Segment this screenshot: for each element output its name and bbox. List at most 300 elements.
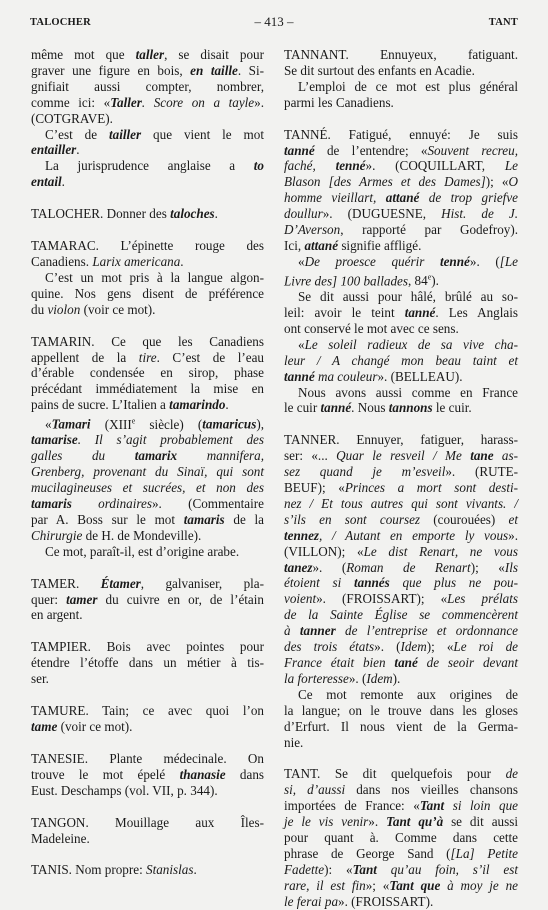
text-run: tamer	[66, 591, 98, 607]
text-run: Tant que	[389, 877, 441, 893]
text-run: d’Erfurt. Il nous vient de la Germa-	[284, 718, 518, 734]
text-line	[284, 448, 518, 464]
text-run: ),	[256, 416, 264, 432]
text-line	[31, 655, 264, 671]
text-run: Fadette	[284, 861, 325, 877]
text-run: . Nom propre:	[68, 862, 147, 878]
text-line	[31, 63, 264, 79]
text-run: en taille	[190, 62, 238, 78]
text-run: quine. Nos gens disent de préférence	[31, 285, 264, 301]
text-run: mannifera,	[177, 448, 264, 464]
text-run: tané	[394, 655, 418, 670]
text-run: Le dist Renart, ne vous	[363, 543, 518, 559]
text-line	[284, 512, 518, 528]
text-run: galles du	[31, 448, 135, 464]
text-run: «	[298, 336, 305, 352]
text-line	[284, 878, 518, 894]
text-line	[31, 496, 264, 512]
text-run: . Ce que les Canadiens	[91, 333, 264, 349]
text-run: Livre des] 100 ballades	[284, 273, 408, 289]
text-line	[31, 751, 264, 767]
text-run: Étamer	[100, 575, 141, 591]
text-line	[31, 350, 264, 366]
text-run: de seoir devant	[417, 655, 518, 670]
text-run: se dit aussi	[443, 814, 518, 830]
text-run: , 84e).	[407, 272, 439, 289]
text-run: ).	[392, 670, 401, 686]
text-line	[31, 206, 264, 222]
text-run: tanez	[284, 559, 313, 575]
text-run: (COTGRAVE).	[31, 110, 113, 126]
text-line	[284, 575, 518, 591]
text-run: Canadiens.	[31, 253, 93, 269]
text-line	[31, 607, 264, 623]
text-run: dans	[225, 766, 265, 782]
text-line	[31, 334, 264, 350]
text-run: tamaricus	[202, 416, 257, 432]
text-run: tenné	[439, 253, 470, 269]
text-run: Hist. de J.	[441, 206, 518, 222]
text-line	[284, 814, 518, 830]
text-run: as-	[493, 448, 518, 464]
text-run: Se dit surtout des enfants en Acadie.	[284, 62, 475, 78]
text-run: Les prélats	[447, 591, 518, 607]
text-run: Madeleine.	[31, 830, 90, 846]
text-run: «	[298, 253, 305, 269]
text-run: signifie affligé.	[338, 237, 422, 253]
text-run: tailler	[109, 126, 142, 142]
text-run: De proesce quérir	[304, 253, 440, 269]
text-run: Se dit aussi pour hâlé, brûlé au so-	[298, 289, 518, 305]
text-run: de	[505, 766, 518, 782]
dictionary-entry	[31, 576, 264, 624]
dictionary-entry	[284, 766, 518, 909]
text-run: voient	[284, 591, 317, 607]
text-line	[31, 79, 264, 95]
text-line	[31, 639, 264, 655]
text-run: ): «	[324, 861, 353, 877]
text-run: tannés	[353, 575, 390, 591]
text-run: .	[75, 575, 101, 591]
text-run: doullur	[284, 206, 323, 222]
text-run: en argent.	[31, 607, 83, 623]
text-run: et	[508, 511, 519, 527]
text-run: ». (	[469, 253, 500, 269]
headword: TANNER	[284, 432, 337, 448]
text-run: rare, il est fin	[284, 877, 366, 893]
text-run: ser: «...	[284, 448, 337, 464]
text-line	[31, 831, 264, 847]
text-run: . Il s’agit probablement des	[77, 432, 264, 448]
text-run: gnifiait aussi compter, nombrer,	[31, 78, 264, 94]
text-run: sez quand je m’esveil	[284, 464, 446, 480]
text-run: O	[508, 174, 518, 190]
text-run: . Les Anglais	[435, 304, 518, 320]
dictionary-entry	[31, 639, 264, 687]
text-run: [Le	[499, 253, 518, 269]
text-line	[284, 528, 518, 544]
running-header	[0, 0, 548, 34]
text-run: tanner	[299, 623, 336, 639]
text-run: (voir ce mot).	[80, 301, 156, 317]
text-run: pains de sucre. L’Italien a	[31, 397, 170, 413]
text-run: par A. Boss sur le mot	[31, 511, 184, 527]
text-run: ); «	[470, 559, 505, 575]
text-run: «	[45, 416, 52, 432]
text-run: tamaris	[183, 511, 225, 527]
text-run: .	[193, 862, 197, 878]
text-line	[284, 480, 518, 496]
text-run: . Donner des	[100, 206, 171, 222]
text-run: du cuivre en or, de l’étain	[97, 591, 264, 607]
text-run: que plus ne pou-	[389, 575, 519, 591]
text-run: phrase de George Sand (	[284, 845, 451, 861]
entry-gap	[31, 190, 264, 206]
text-run: Chirurgie	[31, 527, 83, 543]
text-line	[284, 464, 518, 480]
text-line	[31, 480, 264, 496]
text-run: . Nous	[351, 400, 389, 416]
text-line	[284, 655, 518, 671]
text-run: Tant qu’à	[386, 814, 444, 830]
text-line	[284, 639, 518, 655]
text-line	[284, 607, 518, 623]
text-run: Ici,	[284, 237, 305, 253]
text-line	[31, 365, 264, 381]
headword: TAMURE	[31, 703, 86, 719]
text-line	[284, 560, 518, 576]
text-run: le cuir.	[432, 400, 472, 416]
text-run: Stanislas	[146, 862, 194, 878]
text-line	[31, 270, 264, 286]
text-run: ». (DUGUESNE,	[322, 206, 442, 222]
entry-gap	[31, 735, 264, 751]
text-line	[31, 142, 264, 158]
headword: TANESIE	[31, 750, 85, 766]
text-run: L’emploi de ce mot est plus général	[298, 78, 518, 94]
text-run: violon	[47, 301, 81, 317]
text-run: entail	[31, 174, 62, 190]
text-run: tanné	[284, 142, 315, 158]
text-run: Blason [des Armes et des Dames]	[284, 174, 486, 190]
text-line	[31, 238, 264, 254]
text-run: Souvent recreu,	[427, 142, 518, 158]
text-run: du	[31, 301, 48, 317]
text-run: ». (FROISSART).	[338, 893, 434, 909]
text-line	[31, 174, 264, 190]
text-run: de l’entendre; «	[314, 142, 428, 158]
text-run: .	[76, 142, 80, 158]
text-run: attané	[304, 237, 339, 253]
text-run: Roman de Renart	[346, 559, 471, 575]
dictionary-entry	[284, 127, 518, 417]
dictionary-entry	[31, 862, 264, 878]
text-line	[284, 238, 518, 254]
entry-gap	[31, 687, 264, 703]
text-run: »; «	[365, 877, 390, 893]
text-run: . Plante médecinale. On	[84, 750, 264, 766]
text-run: . Se dit quelquefois pour	[317, 766, 506, 782]
text-line	[284, 735, 518, 751]
entry-gap	[284, 750, 518, 766]
text-line	[284, 353, 518, 369]
text-run: Le	[504, 158, 518, 174]
text-line	[284, 289, 518, 305]
text-run: ».	[368, 814, 387, 830]
text-run: ».	[508, 527, 518, 543]
headword: TANT	[284, 766, 318, 782]
text-run: Taller	[110, 94, 142, 110]
text-run: la langue; on le trouve dans les gloses	[284, 702, 518, 718]
text-run: étendre l’étoffe dans un métier à tis-	[31, 655, 264, 671]
text-line	[31, 286, 264, 302]
text-line	[284, 174, 518, 190]
headword: TALOCHER	[31, 206, 101, 222]
headword: TAMER	[31, 575, 76, 591]
text-run: nez / Et tous autres qui sont vivants. /	[284, 495, 518, 511]
text-line	[284, 127, 518, 143]
text-line	[31, 544, 264, 560]
text-line	[31, 464, 264, 480]
entry-gap	[31, 799, 264, 815]
text-run: s’ils en sont coursez	[284, 511, 421, 527]
text-run: de la Sainte Église se commencèrent	[284, 607, 518, 623]
text-run: Idem	[400, 639, 427, 655]
text-line	[284, 830, 518, 846]
text-run: ». (	[374, 639, 401, 655]
text-run: ».	[254, 94, 264, 110]
dictionary-entry	[31, 47, 264, 190]
text-run: la forteresse	[284, 670, 349, 686]
text-line	[284, 782, 518, 798]
text-line	[31, 158, 264, 174]
text-line	[31, 592, 264, 608]
text-run: . Fatigué, ennuyé: Je suis	[327, 126, 518, 142]
text-line	[284, 862, 518, 878]
text-line	[284, 222, 518, 238]
text-run: Tant	[419, 798, 445, 814]
text-run: tamarix	[134, 448, 178, 464]
headword: TANNÉ	[284, 126, 328, 142]
text-line	[31, 512, 264, 528]
text-run: ser.	[31, 671, 49, 687]
text-line	[284, 47, 518, 63]
text-run: homme vieillart,	[284, 190, 386, 206]
text-run: pour quant à. Comme dans cette	[284, 830, 518, 846]
text-run: quer:	[31, 591, 67, 607]
text-line	[284, 703, 518, 719]
text-line	[284, 385, 518, 401]
right-column	[284, 47, 518, 910]
text-line	[31, 111, 264, 127]
text-run: trouve le mot épelé	[31, 766, 180, 782]
text-line	[284, 337, 518, 353]
text-line	[31, 432, 264, 448]
text-run: d’érable condensée en sirop, phase	[31, 365, 264, 381]
text-run: France était bien	[284, 655, 395, 670]
text-run: , galvaniser, pla-	[140, 575, 265, 591]
text-line	[284, 305, 518, 321]
text-run: taloches	[170, 206, 215, 222]
text-line	[31, 95, 264, 111]
headword: TAMARIN	[31, 333, 92, 349]
text-line	[284, 846, 518, 862]
text-run: Tant	[352, 861, 377, 877]
text-run: . L’épinette rouge des	[95, 238, 264, 254]
text-line	[284, 143, 518, 159]
text-line	[31, 815, 264, 831]
text-run: tamarise	[31, 432, 78, 448]
text-line	[284, 254, 518, 270]
text-run: ». (RUTE-	[445, 464, 519, 480]
text-run: des trois états	[284, 639, 375, 655]
headword: TANIS	[31, 862, 69, 878]
text-run: ». (	[312, 559, 347, 575]
text-line	[284, 496, 518, 512]
text-run: de la	[224, 511, 264, 527]
text-run: importées de France: «	[284, 798, 420, 814]
text-run: tanné	[284, 368, 315, 384]
entry-gap	[31, 560, 264, 576]
text-run: je le vis venir	[284, 814, 369, 830]
text-run: tire	[138, 349, 157, 365]
text-run: le ferai pa	[284, 893, 339, 909]
text-run: La jurisprudence anglaise a	[45, 158, 254, 174]
text-run: Larix americana	[92, 253, 181, 269]
text-line	[284, 671, 518, 687]
dictionary-entry	[31, 206, 264, 222]
text-line	[31, 719, 264, 735]
text-run: étoient si	[284, 575, 354, 591]
text-line	[284, 591, 518, 607]
dictionary-entry	[31, 751, 264, 799]
text-line	[284, 158, 518, 174]
text-line	[31, 397, 264, 413]
text-run: tamaris	[31, 496, 72, 512]
headword: TANNANT	[284, 47, 346, 62]
text-run: que vient le mot	[141, 126, 264, 142]
text-run: même mot que	[31, 47, 136, 62]
text-line	[284, 369, 518, 385]
text-line	[31, 302, 264, 318]
text-line	[284, 270, 518, 289]
text-run: BEUF); «	[284, 480, 345, 496]
text-line	[284, 719, 518, 735]
text-run: tennez	[284, 527, 320, 543]
text-run: D’Averson	[284, 222, 341, 238]
text-run: tanné	[404, 304, 436, 320]
text-run: dans nos vieilles chansons	[345, 782, 518, 798]
text-run: Le roi de	[453, 639, 518, 655]
text-run: ». (FROISSART); «	[316, 591, 448, 607]
text-line	[31, 783, 264, 799]
text-run: tanné	[320, 400, 352, 416]
text-run: leur / A changé mon beau taint et	[284, 352, 518, 368]
entry-gap	[31, 846, 264, 862]
text-run: ); «	[426, 639, 454, 655]
text-run: si loin que	[444, 798, 518, 814]
text-line	[31, 671, 264, 687]
text-run: . Bois avec pointes pour	[87, 639, 264, 655]
text-run: . C’est de l’eau	[156, 349, 264, 365]
text-run: , rapporté par Godefroy).	[340, 222, 518, 238]
text-run: Ce mot remonte aux origines de	[298, 686, 518, 702]
text-run: appellent de la	[31, 349, 139, 365]
text-run: tamarindo	[169, 397, 226, 413]
text-line	[31, 767, 264, 783]
text-run: ». (BELLEAU).	[377, 368, 463, 384]
text-run: Ce mot, paraît-il, est d’origine arabe.	[45, 543, 240, 559]
text-run: Quar le resveil / Me	[336, 448, 471, 464]
text-run: comme ici: «	[31, 94, 111, 110]
text-run: [La] Petite	[450, 845, 518, 861]
text-line	[284, 432, 518, 448]
dictionary-entry	[31, 815, 264, 847]
text-line	[31, 862, 264, 878]
text-run: tame	[31, 719, 58, 734]
text-run: ); «	[485, 174, 509, 190]
text-line	[31, 448, 264, 464]
text-run: de trop griefve	[419, 190, 518, 206]
text-line	[31, 381, 264, 397]
text-run: , / Autant en emporte ly vous	[319, 527, 509, 543]
dictionary-entry	[31, 238, 264, 318]
text-run: Idem	[366, 670, 393, 686]
text-run: précédant immédiatement la mise en	[31, 381, 264, 397]
text-run: tannons	[388, 400, 433, 416]
header-right-guideword: TANT	[488, 17, 518, 28]
text-run: graver une figure en bois,	[31, 62, 191, 78]
text-run: .	[61, 174, 65, 190]
text-line	[284, 95, 518, 111]
text-run: si, d’aussi	[284, 782, 346, 798]
text-line	[284, 687, 518, 703]
entry-gap	[284, 416, 518, 432]
text-run: . Ennuyer, fatiguer, harass-	[336, 432, 518, 448]
headword: TANGON	[31, 814, 86, 830]
text-run: Eust. Deschamps (vol. VII, p. 344).	[31, 782, 218, 798]
text-run: à	[284, 623, 300, 639]
text-line	[284, 766, 518, 782]
text-run: parmi les Canadiens.	[284, 94, 394, 110]
text-run: Grenberg, provenant du Sinaï, qui sont	[31, 464, 264, 480]
text-run: Le soleil radieux de sa vive cha-	[304, 336, 518, 352]
text-line	[31, 254, 264, 270]
headword: TAMARAC	[31, 238, 96, 254]
text-run: .	[180, 253, 184, 269]
text-run: . Mouillage aux Îles-	[85, 814, 264, 830]
text-line	[31, 47, 264, 63]
text-run: ». (	[348, 670, 367, 686]
text-run: mucilagineuses et sucrées, et non des	[31, 480, 264, 496]
text-run: (courouées)	[420, 511, 509, 527]
text-run: ». (COQUILLART,	[365, 158, 505, 174]
text-run: le cuir	[284, 400, 321, 416]
text-run: .	[214, 206, 218, 222]
dictionary-entry	[284, 432, 518, 750]
text-run: tane	[470, 448, 494, 464]
text-line	[284, 798, 518, 814]
entry-gap	[31, 623, 264, 639]
text-run: Princes a mort sont desti-	[344, 480, 518, 496]
text-run: à moy je ne	[440, 877, 518, 893]
text-run: entailler	[31, 142, 77, 158]
text-run: faché,	[284, 158, 336, 174]
text-line	[31, 703, 264, 719]
text-line	[284, 623, 518, 639]
text-run: Nous avons aussi comme en France	[298, 384, 518, 400]
text-run: .	[225, 397, 229, 413]
